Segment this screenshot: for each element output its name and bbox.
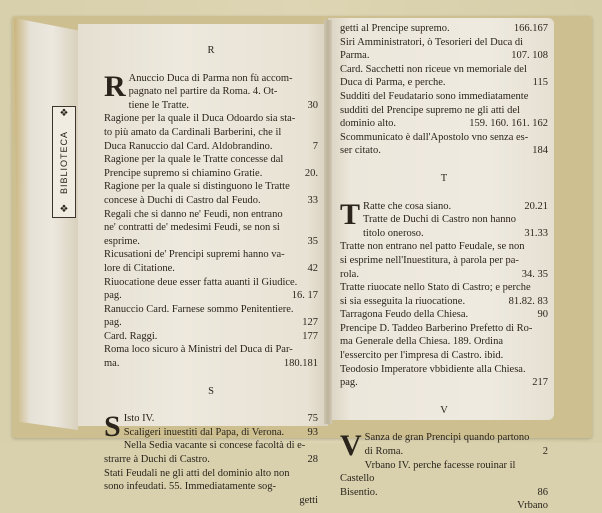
- index-entry-line: [104, 112, 318, 126]
- drop-cap: R: [104, 69, 126, 103]
- entry-text: to più amato da Cardinali Barberini, che il: [104, 126, 282, 138]
- entry-text: Tarragona Feudo della Chiesa.: [340, 309, 469, 321]
- entry-text: sudditi del Prencipe supremo ne gli atti del: [340, 104, 520, 116]
- index-entry-line: [104, 439, 318, 453]
- index-entry-line: [340, 22, 548, 36]
- entry-text: getti al Prencipe supremo.: [340, 23, 450, 34]
- entry-text: Duca di Parma, e perche.: [340, 77, 446, 89]
- entry-text: concese à Duchi di Castro dal Feudo.: [104, 194, 261, 206]
- index-entry-line: [340, 90, 548, 104]
- page-reference: 2: [542, 446, 548, 458]
- index-entry-line: [340, 254, 548, 268]
- left-page-text: [104, 44, 318, 507]
- drop-cap: S: [104, 410, 121, 444]
- entry-text: pag.: [104, 290, 122, 302]
- entry-text: Prencipe D. Taddeo Barberino Prefetto di Ro-: [340, 322, 533, 334]
- page-reference: 31.33: [524, 227, 548, 239]
- entry-text: tiene le Tratte.: [128, 99, 190, 111]
- index-entry-line: [104, 303, 318, 317]
- entry-text: Ratte che cosa siano.: [363, 200, 452, 212]
- index-entry-line: [340, 76, 548, 90]
- index-entry-line: [104, 167, 318, 181]
- entry-text: ser citato.: [340, 145, 381, 157]
- index-entry-line: [340, 281, 548, 295]
- page-reference: 217: [532, 377, 548, 389]
- catchword: getti: [299, 494, 318, 506]
- index-entry-line: [104, 153, 318, 167]
- index-entry-line: [340, 486, 548, 500]
- page-reference: 159. 160. 161. 162: [469, 118, 548, 130]
- index-entry-line: [104, 180, 318, 194]
- index-entry-line: [104, 262, 318, 276]
- index-entry-line: [104, 221, 318, 235]
- entry-text: pagnato nel partire da Roma. 4. Ot-: [128, 86, 278, 98]
- section-letter: R: [207, 45, 215, 56]
- library-label: [52, 106, 76, 218]
- index-entry-line: [104, 99, 318, 113]
- index-entry-line: [340, 227, 548, 241]
- index-entry-line: [104, 316, 318, 330]
- entry-text: dominio alto.: [340, 118, 396, 130]
- entry-text: Tratte riuocate nello Stato di Castro; e perche: [340, 282, 531, 294]
- book-spine: [14, 18, 78, 430]
- library-label-text: BIBLIOTECA: [59, 130, 69, 194]
- entry-text: l'essercito per l'impresa di Castro. ibid.: [340, 350, 504, 362]
- index-entry-line: [104, 208, 318, 222]
- book-gutter: [324, 20, 332, 424]
- page-reference: 180.181: [283, 358, 318, 370]
- entry-text: sono infeudati. 55. Immediatamente sog-: [104, 481, 277, 493]
- section-block: [104, 69, 318, 371]
- page-reference: 90: [537, 309, 548, 321]
- entry-text: ma.: [104, 358, 120, 370]
- entry-text: Stati Feudali ne gli atti del dominio alto non: [104, 467, 290, 479]
- index-entry-line: [104, 412, 318, 426]
- entry-text: Ragione per la quale le Tratte concesse dal: [104, 154, 284, 166]
- page-reference: 16. 17: [291, 290, 318, 302]
- index-entry-line: [340, 240, 548, 254]
- entry-text: Isto IV.: [123, 413, 155, 425]
- entry-text: Roma loco sicuro à Ministri del Duca di Par-: [104, 344, 293, 356]
- page-reference: 184: [532, 145, 548, 157]
- index-entry-line: [340, 459, 548, 486]
- index-entry-line: [104, 289, 318, 303]
- index-entry-line: [104, 357, 318, 371]
- page-reference: 75: [307, 413, 318, 425]
- index-entry-line: [104, 85, 318, 99]
- index-entry-line: [340, 335, 548, 349]
- page-reference: 35: [307, 235, 318, 247]
- drop-cap: V: [340, 429, 362, 463]
- index-entry-line: [104, 126, 318, 140]
- entry-text: titolo oneroso.: [363, 227, 424, 239]
- page-reference: 34. 35: [521, 268, 548, 280]
- index-entry-line: [340, 363, 548, 377]
- index-entry-line: [104, 72, 318, 86]
- section-letter: V: [440, 404, 448, 416]
- entry-text: Ragione per la quale il Duca Odoardo sia sta-: [104, 113, 296, 125]
- index-entry-line: [104, 330, 318, 344]
- entry-text: Ranuccio Card. Farnese sommo Penitentiere.: [104, 303, 294, 315]
- entry-text: Riuocatione deue esser fatta auanti il Giudice.: [104, 276, 298, 288]
- entry-text: esprime.: [104, 235, 140, 247]
- entry-text: Teodosio Imperatore vbbidiente alla Chiesa.: [340, 363, 526, 375]
- entry-text: Sanza de gran Prencipi quando partono: [364, 432, 530, 444]
- drop-cap: T: [340, 197, 361, 231]
- page-reference: 42: [307, 262, 318, 274]
- page-reference: 127: [302, 317, 318, 329]
- entry-text: Prencipe supremo si chiamino Gratie.: [104, 167, 263, 179]
- page-reference: 166.167: [513, 23, 548, 34]
- entry-text: strarre à Duchi di Castro.: [104, 454, 210, 466]
- index-entry-line: [104, 248, 318, 262]
- index-entry-line: [340, 131, 548, 145]
- entry-text: Scommunicato è dall'Apostolo vno senza es-: [340, 131, 529, 143]
- entry-text: Vrbano IV. perche facesse rouinar il Castello: [340, 459, 516, 485]
- page-reference: 33: [307, 194, 318, 206]
- entry-text: Ragione per la quale si distinguono le Tratte: [104, 181, 290, 193]
- index-entry-line: [340, 36, 548, 50]
- index-entry-line: [340, 295, 548, 309]
- page-reference: 28: [307, 454, 318, 466]
- page-reference: 30: [307, 99, 318, 111]
- index-entry-line: [340, 322, 548, 336]
- entry-text: si sia esseguita la riuocatione.: [340, 295, 466, 307]
- section-letter: T: [440, 172, 448, 184]
- section-block: [340, 197, 548, 390]
- entry-text: ne' contratti de' medesimi Feudi, se non si: [104, 222, 280, 234]
- entry-text: di Roma.: [364, 446, 404, 458]
- index-entry-line: [340, 213, 548, 227]
- page-reference: 20.21: [524, 200, 548, 212]
- section-block: [340, 431, 548, 499]
- page-reference: 86: [537, 486, 548, 498]
- entry-text: Card. Raggi.: [104, 330, 158, 342]
- index-entry-line: [340, 104, 548, 118]
- page-reference: 177: [302, 330, 318, 342]
- index-entry-line: [340, 349, 548, 363]
- entry-text: ma Generale della Chiesa. 189. Ordina: [340, 336, 503, 348]
- section-letter: S: [208, 385, 214, 397]
- entry-text: Duca Ranuccio dal Card. Aldobrandino.: [104, 140, 273, 152]
- entry-text: Bisentio.: [340, 486, 378, 498]
- entry-text: Card. Sacchetti non riceue vn memoriale del: [340, 63, 527, 75]
- index-entry-line: [104, 426, 318, 440]
- catchword: Vrbano: [517, 500, 548, 512]
- right-page-text: [340, 22, 548, 513]
- index-entry-line: [104, 467, 318, 481]
- index-entry-line: [340, 49, 548, 63]
- entry-text: Parma.: [340, 50, 370, 62]
- index-entry-line: [104, 480, 318, 494]
- index-entry-line: [340, 117, 548, 131]
- entry-text: Tratte de Duchi di Castro non hanno: [363, 214, 517, 226]
- page-reference: 81.82. 83: [508, 295, 548, 307]
- index-entry-line: [340, 268, 548, 282]
- entry-text: Sudditi del Feudatario sono immediatamente: [340, 90, 529, 102]
- index-entry-line: [104, 235, 318, 249]
- section-block: [104, 412, 318, 494]
- page-reference: 20.: [304, 167, 318, 179]
- entry-text: Anuccio Duca di Parma non fù accom-: [128, 72, 293, 84]
- index-entry-line: [104, 194, 318, 208]
- index-entry-line: [104, 343, 318, 357]
- index-entry-line: [340, 63, 548, 77]
- ornament-icon: ❖: [59, 204, 69, 215]
- page-reference: 93: [307, 426, 318, 438]
- index-entry-line: [340, 376, 548, 390]
- page-reference: 115: [532, 77, 548, 89]
- index-entry-line: [340, 308, 548, 322]
- entry-text: Nella Sedia vacante si concese facoltà di e-: [123, 440, 306, 452]
- entry-text: Scaligeri inuestiti dal Papa, di Verona.: [123, 426, 285, 438]
- index-entry-line: [340, 144, 548, 158]
- index-entry-line: [104, 140, 318, 154]
- index-entry-line: [104, 276, 318, 290]
- index-entry-line: [104, 453, 318, 467]
- entry-text: Tratte non entrano nel patto Feudale, se non: [340, 241, 525, 253]
- page-reference: 107. 108: [511, 50, 548, 62]
- page-reference: 7: [312, 140, 318, 152]
- ornament-icon: ❖: [59, 108, 69, 119]
- entry-text: si esprime nell'Inuestitura, à parola per pa-: [340, 254, 519, 266]
- entry-text: pag.: [104, 317, 122, 329]
- entry-text: Siri Amministratori, ò Tesorieri del Duca di: [340, 36, 524, 48]
- index-entry-line: [340, 445, 548, 459]
- entry-text: lore di Citatione.: [104, 262, 175, 274]
- index-entry-line: [340, 200, 548, 214]
- entry-text: Regali che si danno ne' Feudi, non entrano: [104, 208, 283, 220]
- entry-text: pag.: [340, 377, 358, 389]
- entry-text: Ricusationi de' Prencipi supremi hanno va-: [104, 249, 285, 261]
- entry-text: rola.: [340, 268, 359, 280]
